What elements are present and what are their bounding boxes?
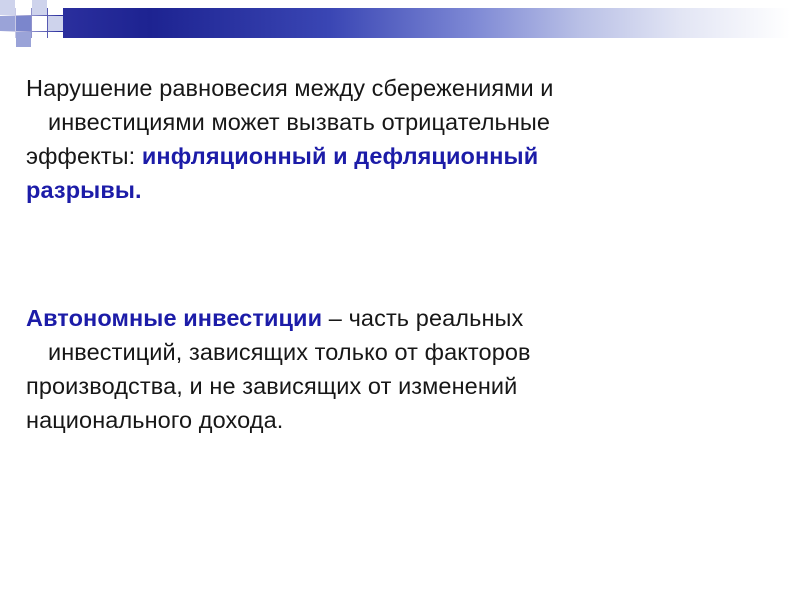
paragraph-autonomous-investment [26, 301, 716, 437]
decorative-square [48, 16, 63, 31]
paragraph-1-line-2: инвестициями может вызвать отрицательные [48, 109, 551, 135]
decorative-square [16, 0, 31, 15]
paragraph-1-line-3: эффекты: [26, 143, 142, 169]
decorative-square [0, 32, 15, 47]
decorative-square [0, 0, 15, 15]
decorative-square [0, 16, 15, 31]
term-autonomous-investment: Автономные инвестиции [26, 305, 323, 331]
paragraph-2-line-2: инвестиций, зависящих только от факторов [48, 339, 531, 365]
paragraph-imbalance [26, 71, 706, 207]
paragraph-1-line-1: Нарушение равновесия между сбережениями и [26, 75, 554, 101]
decorative-square [32, 16, 47, 31]
decorative-square [48, 32, 63, 47]
slide-header-band [0, 0, 800, 46]
decorative-square [32, 32, 47, 47]
decorative-squares-group [0, 0, 64, 46]
decorative-square [16, 32, 31, 47]
decorative-square [48, 0, 63, 15]
decorative-square [16, 16, 31, 31]
slide-content [0, 46, 800, 600]
gradient-bar [0, 8, 800, 38]
highlight-inflation-deflation-gap-part2: разрывы. [26, 177, 142, 203]
paragraph-2-line-3: производства, и не зависящих от изменений [26, 373, 518, 399]
paragraph-2-line-4: национального дохода. [26, 407, 284, 433]
paragraph-2-line-1: – часть реальных [322, 305, 524, 331]
decorative-square [32, 0, 47, 15]
highlight-inflation-deflation-gap-part1: инфляционный и дефляционный [141, 143, 539, 169]
